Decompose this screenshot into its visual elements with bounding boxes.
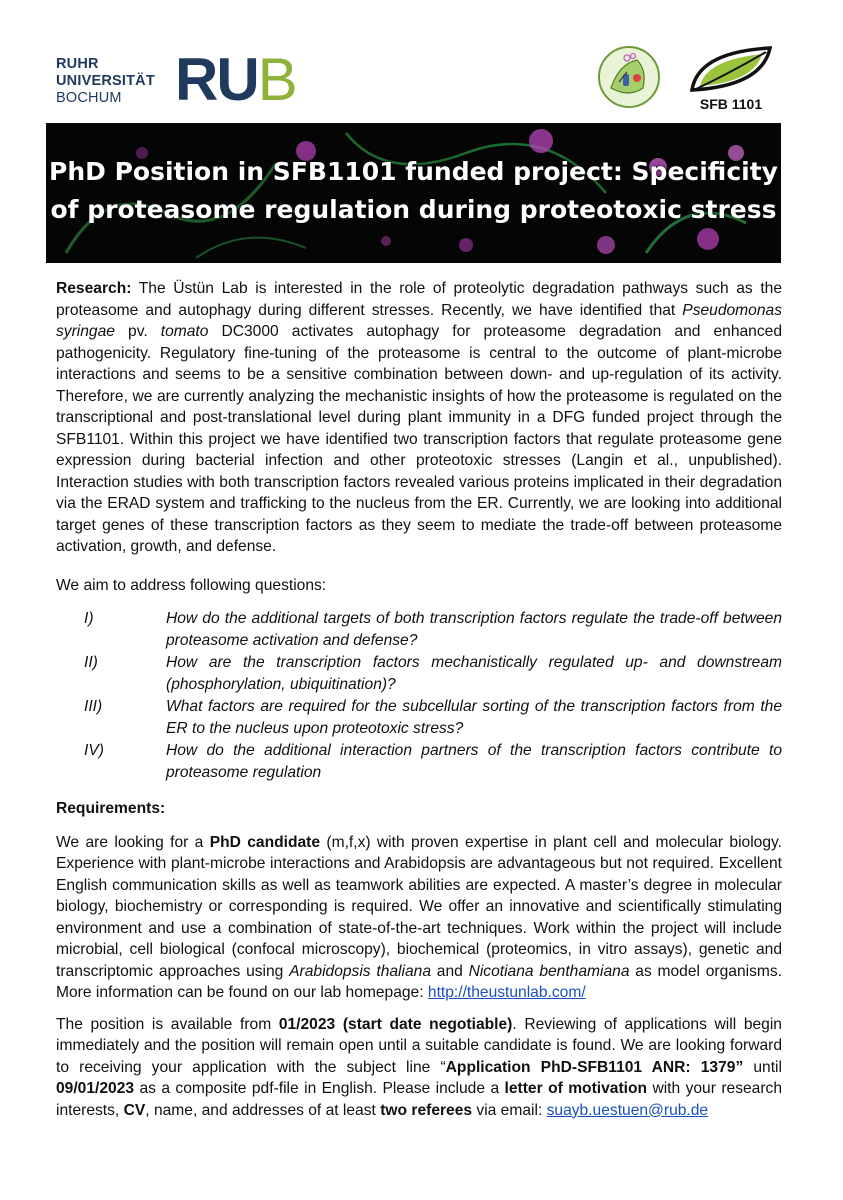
species-nicotiana: Nicotiana benthamiana bbox=[468, 962, 630, 980]
pos-text-4: as a composite pdf-file in English. Please include a bbox=[134, 1080, 505, 1097]
list-item bbox=[56, 696, 782, 739]
lab-homepage-link[interactable]: http://theustunlab.com/ bbox=[427, 984, 586, 1001]
list-item bbox=[56, 652, 782, 695]
req-text-4: as model organisms. More information can be found on our lab homepage: bbox=[56, 962, 783, 1001]
sfb-leaf-logo bbox=[688, 46, 774, 94]
banner-title-line-2: of proteasome regulation during proteotoxic stress bbox=[50, 195, 777, 224]
title-banner bbox=[46, 123, 781, 263]
spacer bbox=[56, 820, 782, 832]
rub-logo bbox=[175, 46, 296, 113]
question-text: How are the transcription factors mechanistically regulated up- and downstream (phosphorylation, ubiquitination)? bbox=[166, 654, 782, 693]
req-position-title: PhD candidate bbox=[209, 833, 321, 851]
pathogen-name: Pseudomonas syringae bbox=[56, 301, 782, 340]
spacer bbox=[56, 784, 782, 798]
questions-list bbox=[56, 608, 782, 783]
question-number: IV) bbox=[84, 742, 104, 759]
banner-title-line-1: PhD Position in SFB1101 funded project: Specificity bbox=[49, 157, 778, 186]
pos-text-2: . Reviewing of applications will begin immediately and the position will remain open until a suitable candidate is found. We are looking forward to receiving your application with the subject line “ bbox=[56, 1015, 782, 1076]
lab-circle-logo bbox=[597, 44, 661, 110]
list-item bbox=[56, 608, 782, 651]
question-text: How do the additional interaction partners of the transcription factors contribute to proteasome regulation bbox=[166, 742, 782, 781]
university-name bbox=[56, 56, 155, 107]
pos-subject-line: Application PhD-SFB1101 ANR: 1379” bbox=[445, 1058, 744, 1076]
pos-text-5: with your research interests, bbox=[56, 1080, 783, 1119]
rub-logo-b: B bbox=[257, 46, 296, 113]
pos-deadline: 09/01/2023 bbox=[56, 1080, 135, 1097]
questions-intro: We aim to address following questions: bbox=[56, 576, 327, 594]
research-text-pv: pv. bbox=[114, 323, 161, 340]
research-text-1: The Üstün Lab is interested in the role of proteolytic degradation pathways such as the proteasome and autophagy during different stresses. Recently, we have identified that bbox=[56, 280, 782, 319]
university-line-2: UNIVERSITÄT bbox=[56, 73, 155, 89]
pos-text-7: via email: bbox=[472, 1101, 547, 1119]
requirements-paragraph bbox=[56, 832, 782, 1004]
banner-title bbox=[46, 153, 781, 229]
question-text: How do the additional targets of both transcription factors regulate the trade-off between proteasome activation and defense? bbox=[166, 610, 782, 649]
pos-text-3: until bbox=[743, 1058, 782, 1076]
question-number: I) bbox=[84, 610, 94, 627]
university-line-1: RUHR bbox=[56, 56, 99, 72]
research-paragraph bbox=[56, 278, 782, 558]
question-number: III) bbox=[84, 698, 103, 715]
question-text: What factors are required for the subcellular sorting of the transcription factors from the ER to the nucleus upon proteotoxic stress? bbox=[166, 698, 782, 737]
list-item bbox=[56, 740, 782, 783]
university-line-3: BOCHUM bbox=[56, 90, 122, 106]
header bbox=[0, 0, 843, 122]
pos-start-date: 01/2023 (start date negotiable) bbox=[278, 1015, 513, 1033]
req-text-2: (m,f,x) with proven expertise in plant cell and molecular biology. Experience with plant-microbe interactions and Arabidopsis are advantageous but not required. Excellent English communication skills as well as teamwork abilities are expected. A master’s degree in molecular biology, biochemistry or corresponding is required. We offer an innovative and scientifically stimulating environment and use a combination of state-of-the-art techniques. Work within the project will include microbial, cell biological (confocal microscopy), biochemical (proteomics, in vitro assays), genetic and transcriptomic approaches using bbox=[56, 833, 782, 980]
position-paragraph bbox=[56, 1014, 782, 1122]
document-body bbox=[56, 278, 782, 1121]
pos-text-1: The position is available from bbox=[56, 1015, 279, 1033]
req-text-1: We are looking for a bbox=[56, 833, 210, 851]
pos-cv: CV bbox=[123, 1101, 146, 1119]
question-number: II) bbox=[84, 654, 98, 671]
research-label: Research: bbox=[56, 280, 132, 297]
pathovar-name: tomato bbox=[160, 323, 209, 340]
spacer bbox=[56, 1004, 782, 1014]
pos-referees: two referees bbox=[380, 1101, 473, 1119]
pos-text-6: , name, and addresses of at least bbox=[145, 1101, 381, 1119]
req-text-3: and bbox=[431, 962, 469, 980]
species-arabidopsis: Arabidopsis thaliana bbox=[289, 962, 431, 980]
requirements-heading: Requirements: bbox=[56, 800, 166, 817]
pos-motivation-letter: letter of motivation bbox=[504, 1080, 648, 1097]
rub-logo-ru: RU bbox=[175, 46, 258, 113]
sfb-label: SFB 1101 bbox=[699, 96, 763, 112]
spacer bbox=[56, 558, 782, 575]
research-text-2: DC3000 activates autophagy for proteasome degradation and enhanced pathogenicity. Regulatory fine-tuning of the proteasome is central to the outcome of plant-microbe interactions and seems to be a sensitive combination between down- and up-regulation of its activity. Therefore, we are currently analyzing the mechanistic insights of how the proteasome is regulated on the transcriptional and post-translational level during plant immunity in a DFG funded project through the SFB1101. Within this project we have identified two transcription factors that regulate proteasome gene expression during bacterial infection and other proteotoxic stresses (Langin et al., unpublished). Interaction studies with both transcription factors revealed various proteins implicated in their degradation via the ERAD system and trafficking to the nucleus from the ER. Currently, we are looking into additional target genes of these transcription factors as they seem to mediate the trade-off between proteasome activation, growth, and defense. bbox=[56, 323, 782, 555]
contact-email-link[interactable]: suayb.uestuen@rub.de bbox=[546, 1101, 709, 1119]
